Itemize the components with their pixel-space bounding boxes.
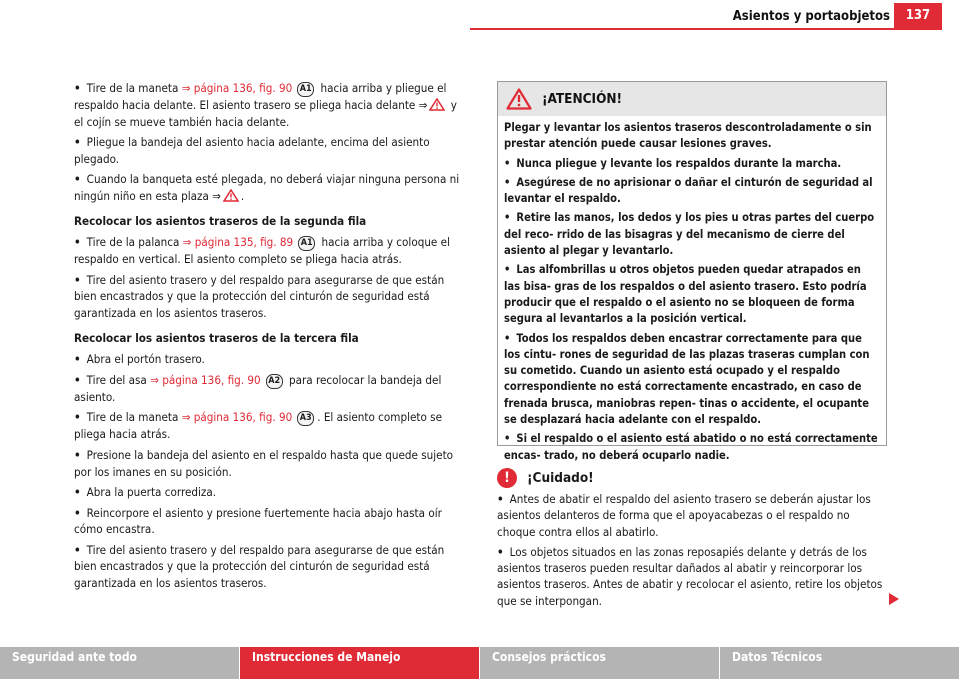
footer-tab-datos[interactable]: Datos Técnicos <box>720 647 960 679</box>
bullet-icon: • <box>74 542 81 557</box>
list-item: • Reincorpore el asiento y presione fuertemente hacia abajo hasta oír cómo encastra. <box>74 505 442 537</box>
list-item: • Retire las manos, los dedos y los pies u otras partes del cuerpo del reco- rrido de las bisagras y del mecanismo de cierre del asiento al plegar y levantarlo. <box>504 211 875 258</box>
list-item: • Abra el portón trasero. <box>74 352 205 367</box>
warning-title: ¡ATENCIÓN! <box>542 91 623 107</box>
bullet-icon: • <box>74 485 81 500</box>
list-item: • Nunca pliegue y levante los respaldos durante la marcha. <box>504 156 842 170</box>
bullet-icon: • <box>497 544 504 559</box>
figure-callout-badge: A1 <box>297 82 314 97</box>
list-item: • Tire del asa ⇒ página 136, fig. 90 A2 para recolocar la bandeja del asiento. <box>74 372 442 404</box>
bullet-icon: • <box>497 492 504 506</box>
footer-tab-consejos[interactable]: Consejos prácticos <box>480 647 720 679</box>
bullet-icon: • <box>74 135 81 150</box>
bullet-icon: • <box>74 172 81 187</box>
warning-intro: Plegar y levantar los asientos traseros descontroladamente o sin prestar atención puede causar lesiones graves. <box>504 121 872 151</box>
bullet-icon: • <box>74 81 81 95</box>
list-item: • Antes de abatir el respaldo del asiento trasero se deberán ajustar los asientos delanteros de forma que el apoyacabezas o el respaldo no choque contra ellos al abatirlo. <box>497 492 871 539</box>
footer-tab-seguridad[interactable]: Seguridad ante todo <box>0 647 240 679</box>
figure-callout-badge: A2 <box>266 374 283 389</box>
page-header-title: Asientos y portaobjetos <box>732 9 890 24</box>
list-item: • Cuando la banqueta esté plegada, no deberá viajar ninguna persona ni ningún niño en esta plaza ⇒ . <box>74 172 460 203</box>
page-reference-link[interactable]: ⇒ página 136, fig. 90 <box>181 81 293 95</box>
bullet-icon: • <box>74 235 81 250</box>
caution-body <box>497 491 887 613</box>
footer-tab-instrucciones[interactable]: Instrucciones de Manejo <box>240 647 480 679</box>
warning-box <box>497 81 887 462</box>
list-item: • Presione la bandeja del asiento en el respaldo hasta que quede sujeto por los imanes en su posición. <box>74 447 454 479</box>
warning-body <box>498 116 886 464</box>
bullet-icon: • <box>504 432 511 446</box>
list-item: • Todos los respaldos deben encastrar correctamente para que los cintu- rones de seguridad de las plazas traseras cumplan con su cometido. Cuando un asiento está ocupado y el respaldo correspondiente no está correctamente encastrado, en caso de frenada brusca, maniobras repen- tinas o accidente, el ocupante se desplazará hacia adelante con el respaldo. <box>504 331 870 427</box>
section-heading: Recolocar los asientos traseros de la tercera fila <box>74 330 359 345</box>
figure-callout-badge: A3 <box>297 411 314 426</box>
list-item: • Si el respaldo o el asiento está abatido o no está correctamente encas- trado, no deberá ocuparlo nadie. <box>504 432 878 462</box>
list-item: • Abra la puerta corrediza. <box>74 485 217 500</box>
bullet-icon: • <box>74 372 81 387</box>
list-item: • Tire de la palanca ⇒ página 135, fig. 89 A1 hacia arriba y coloque el respaldo en vertical. El asiento completo se pliega hacia atrás. <box>74 235 450 267</box>
bullet-icon: • <box>74 505 81 520</box>
bullet-icon: • <box>74 410 81 425</box>
warning-triangle-icon[interactable] <box>223 189 239 202</box>
warning-header <box>498 82 886 116</box>
bullet-icon: • <box>74 447 81 462</box>
page-reference-link[interactable]: ⇒ página 136, fig. 90 <box>150 372 261 387</box>
list-item: • Las alfombrillas u otros objetos pueden quedar atrapados en las bisa- gras de los respaldos o del asiento trasero. Esto podría producir que el respaldo o el asiento no se bloqueen de forma segura al levantarlos a la posición vertical. <box>504 263 867 326</box>
figure-callout-badge: A1 <box>298 236 315 251</box>
bullet-icon: • <box>74 352 81 367</box>
header-divider <box>470 28 942 30</box>
bullet-icon: • <box>504 156 511 170</box>
page-reference-link[interactable]: ⇒ página 136, fig. 90 <box>181 410 293 425</box>
bullet-icon: • <box>504 331 511 345</box>
page-reference-link[interactable]: ⇒ página 135, fig. 89 <box>182 235 294 250</box>
bullet-icon: • <box>74 272 81 287</box>
caution-exclamation-icon: ! <box>497 468 517 488</box>
warning-triangle-icon <box>506 88 532 110</box>
list-item: • Tire de la maneta ⇒ página 136, fig. 90 A3 . El asiento completo se pliega hacia atrás. <box>74 410 443 442</box>
caution-title: ¡Cuidado! <box>527 470 594 486</box>
list-item: • Asegúrese de no aprisionar o dañar el cinturón de seguridad al levantar el respaldo. <box>504 175 873 206</box>
list-item: • Tire de la maneta ⇒ página 136, fig. 90 A1 hacia arriba y pliegue el respaldo hacia delante. El asiento trasero se pliega hacia delante ⇒ y el cojín se mueve también hacia delante. <box>74 81 457 129</box>
caution-header <box>497 468 594 488</box>
section-heading: Recolocar los asientos traseros de la segunda fila <box>74 213 367 228</box>
list-item: • Tire del asiento trasero y del respaldo para asegurarse de que están bien encastrados y que la protección del cinturón de seguridad está garantizada en los asientos traseros. <box>74 272 445 320</box>
bullet-icon: • <box>504 263 511 277</box>
footer-nav <box>0 647 960 679</box>
next-page-arrow-icon[interactable] <box>888 592 900 606</box>
warning-triangle-icon[interactable] <box>429 98 445 111</box>
list-item: • Pliegue la bandeja del asiento hacia adelante, encima del asiento plegado. <box>74 135 430 166</box>
list-item: • Los objetos situados en las zonas reposapiés delante y detrás de los asientos traseros pueden resultar dañados al abatir y reincorporar los asientos traseros. Antes de abatir y recolocar el asiento, retire los objetos que se interpongan. <box>497 544 883 608</box>
left-column <box>74 80 466 596</box>
bullet-icon: • <box>504 175 511 189</box>
list-item: • Tire del asiento trasero y del respaldo para asegurarse de que están bien encastrados y que la protección del cinturón de seguridad está garantizada en los asientos traseros. <box>74 542 445 591</box>
bullet-icon: • <box>504 211 511 225</box>
page-number: 137 <box>894 3 942 28</box>
